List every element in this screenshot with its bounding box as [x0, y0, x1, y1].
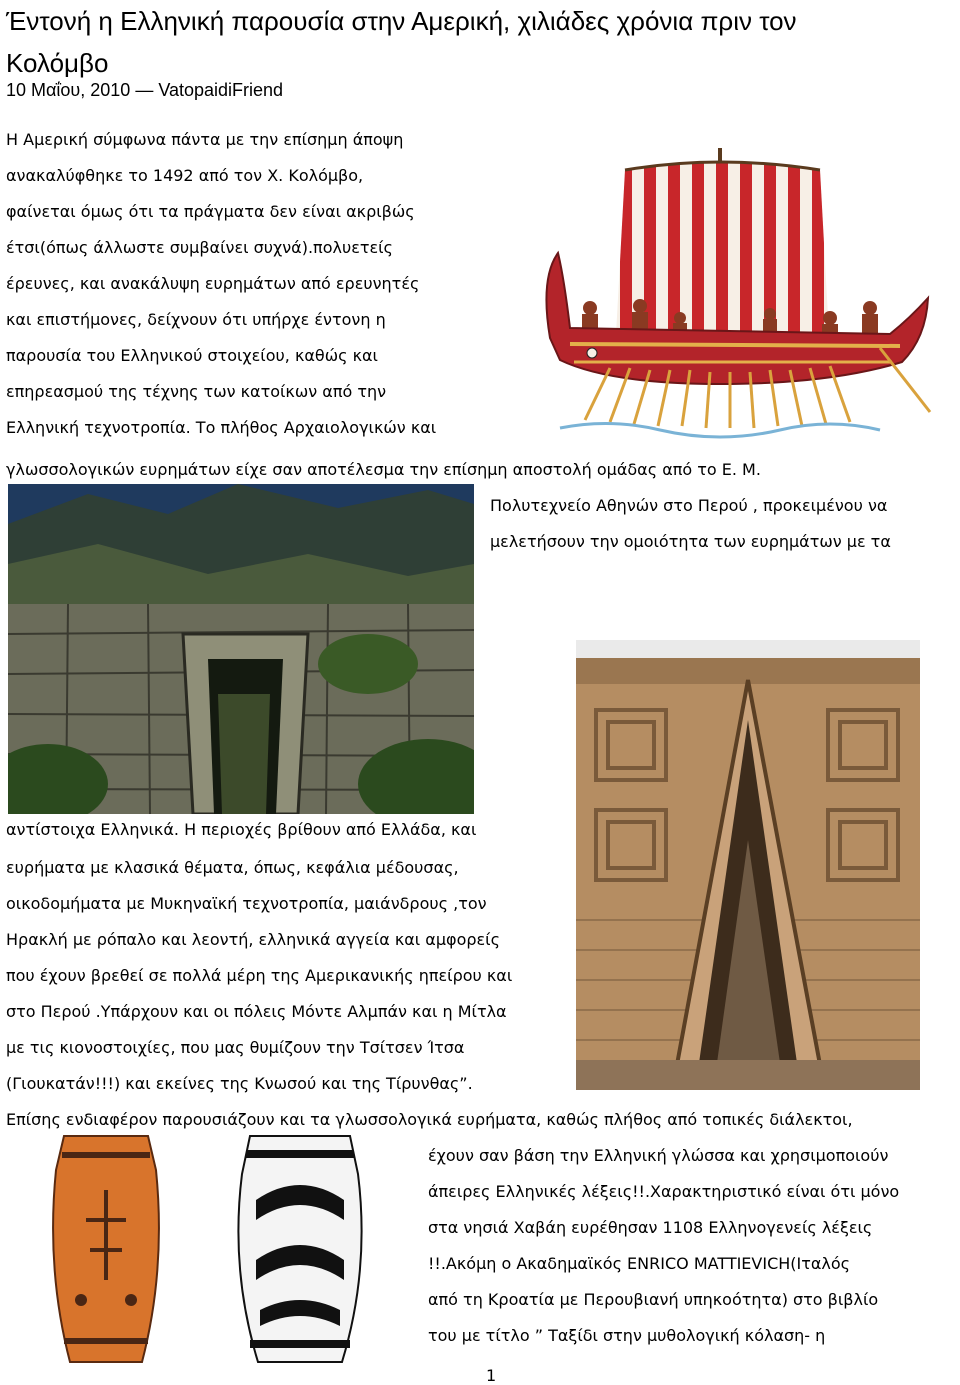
body-line: και επιστήμονες, δείχνουν ότι υπήρχε έντονη η	[6, 310, 386, 329]
body-line: μελετήσουν την ομοιότητα των ευρημάτων με τα	[490, 532, 891, 551]
body-line: ανακαλύφθηκε το 1492 από τον Χ. Κολόμβο,	[6, 166, 364, 185]
corbel-arch-photo	[576, 640, 920, 1090]
body-line: έρευνες, και ανακάλυψη ευρημάτων από ερευνητές	[6, 274, 420, 293]
body-line: Ηρακλή με ρόπαλο και λεοντή, ελληνικά αγγεία και αμφορείς	[6, 930, 500, 949]
body-line: παρουσία του Ελληνικού στοιχείου, καθώς και	[6, 346, 378, 365]
body-line: που έχουν βρεθεί σε πολλά μέρη της Αμερικανικής ηπείρου και	[6, 966, 513, 985]
body-line: επηρεασμού της τέχνης των κατοίκων από την	[6, 382, 387, 401]
body-line: έχουν σαν βάση την Ελληνική γλώσσα και χρησιμοποιούν	[428, 1146, 889, 1165]
page-number: 1	[486, 1366, 497, 1385]
body-line: με τις κιονοστοιχίες, που μας θυμίζουν την Τσίτσεν Ίτσα	[6, 1038, 465, 1057]
body-line: φαίνεται όμως ότι τα πράγματα δεν είναι ακριβώς	[6, 202, 415, 221]
body-line: Η Αμερική σύμφωνα πάντα με την επίσημη άποψη	[6, 130, 404, 149]
body-line: στο Περού .Υπάρχουν και οι πόλεις Μόντε Αλμπάν και η Μίτλα	[6, 1002, 507, 1021]
body-line: Ελληνική τεχνοτροπία. Το πλήθος Αρχαιολογικών και	[6, 418, 437, 437]
body-line: αντίστοιχα Ελληνικά. Η περιοχές βρίθουν από Ελλάδα, και	[6, 820, 477, 839]
article-title: Έντονή η Ελληνική παρουσία στην Αμερική, χιλιάδες χρόνια πριν τον Κολόμβο	[6, 6, 797, 78]
body-line: άπειρες Ελληνικές λέξεις!!.Χαρακτηριστικό είναι ότι μόνο	[428, 1182, 900, 1201]
body-line: Πολυτεχνείο Αθηνών στο Περού , προκειμένου να	[490, 496, 888, 515]
minoan-vases-photo	[6, 1130, 414, 1370]
body-line: έτσι(όπως άλλωστε συμβαίνει συχνά).πολυετείς	[6, 238, 393, 257]
body-line: ευρήματα με κλασικά θέματα, όπως, κεφάλια μέδουσας,	[6, 858, 459, 877]
article-meta: 10 Μαΐου, 2010 — VatopaidiFriend	[6, 80, 284, 100]
body-line: του με τίτλο ” Ταξίδι στην μυθολογική κόλαση- η	[428, 1326, 826, 1345]
body-line: Επίσης ενδιαφέρον παρουσιάζουν και τα γλωσσολογικά ευρήματα, καθώς πλήθος από τοπικές διάλεκτοι,	[6, 1110, 853, 1129]
body-line: γλωσσολογικών ευρημάτων είχε σαν αποτέλεσμα την επίσημη αποστολή ομάδας από το Ε. Μ.	[6, 460, 761, 479]
stone-gate-photo	[8, 484, 474, 814]
body-line: !!.Ακόμη ο Ακαδημαϊκός ENRICO MATTIEVICH(Ιταλός	[428, 1254, 851, 1273]
ancient-ship-image	[530, 148, 950, 474]
body-line: στα νησιά Χαβάη ευρέθησαν 1108 Ελληνογενείς λέξεις	[428, 1218, 873, 1237]
body-line: (Γιουκατάν!!!) και εκείνες της Κνωσού και της Τίρυνθας”.	[6, 1074, 473, 1093]
body-line: οικοδομήματα με Μυκηναϊκή τεχνοτροπία, μαιάνδρους ,τον	[6, 894, 487, 913]
body-line: από τη Κροατία με Περουβιανή υπηκοότητα) στο βιβλίο	[428, 1290, 879, 1309]
